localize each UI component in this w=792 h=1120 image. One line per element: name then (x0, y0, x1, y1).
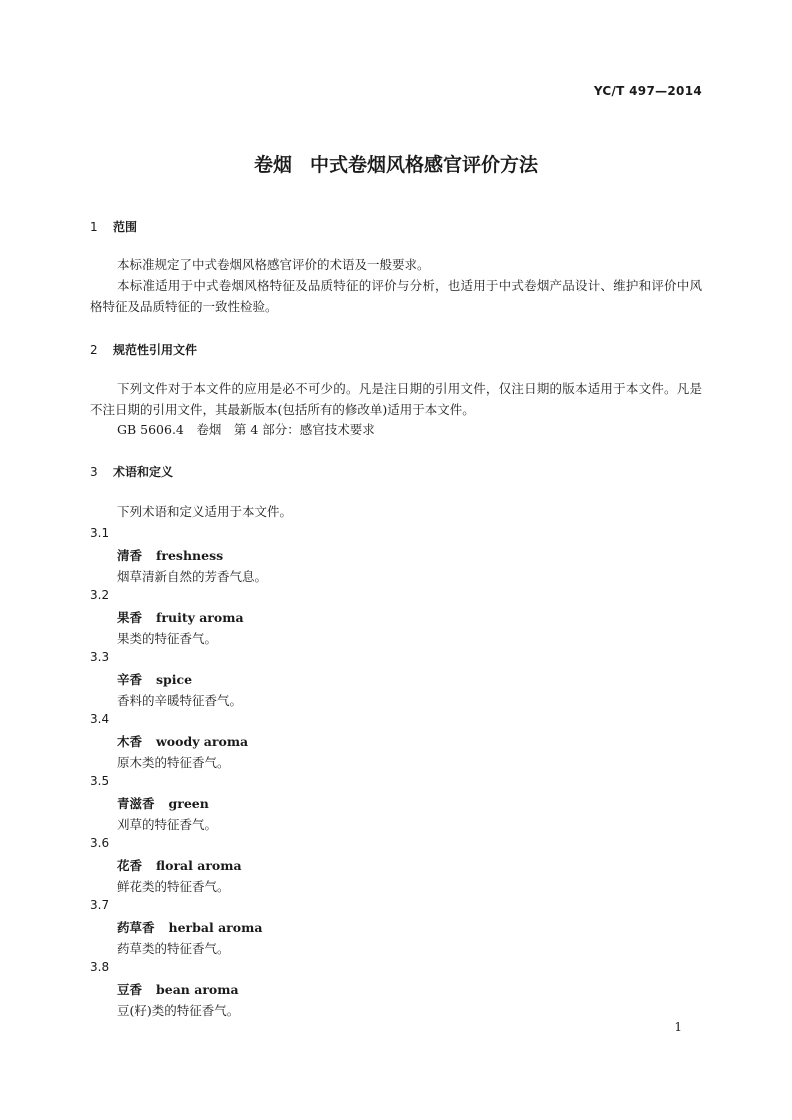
term-number: 3.8 (90, 960, 110, 974)
term-number: 3.6 (90, 836, 110, 850)
term-definition: 鲜花类的特征香气。 (117, 879, 230, 894)
section-3-heading (90, 463, 173, 480)
standard-code: YC/T 497—2014 (593, 84, 702, 98)
term-number: 3.2 (90, 588, 110, 602)
section-1-paragraph-2: 本标准适用于中式卷烟风格特征及品质特征的评价与分析，也适用于中式卷烟产品设计、维护和评价中风格特征及品质特征的一致性检验。 (90, 278, 702, 314)
term-definition: 豆(籽)类的特征香气。 (117, 1003, 240, 1018)
term-zh: 辛香 (117, 672, 143, 687)
term-en: woody aroma (156, 734, 249, 749)
term-name (117, 608, 244, 626)
term-zh: 豆香 (117, 982, 143, 997)
section-1-heading (90, 218, 137, 235)
term-name (117, 980, 239, 998)
page-number: 1 (674, 1020, 682, 1034)
term-number: 3.5 (90, 774, 110, 788)
title-part-1: 卷烟 (253, 154, 292, 176)
term-number: 3.1 (90, 526, 110, 540)
section-title: 规范性引用文件 (113, 343, 198, 357)
term-en: spice (156, 672, 193, 687)
title-part-2: 中式卷烟风格感官评价方法 (310, 154, 539, 176)
normative-reference: GB 5606.4 卷烟 第 4 部分：感官技术要求 (117, 422, 375, 437)
section-number: 1 (90, 220, 98, 234)
term-number: 3.4 (90, 712, 110, 726)
section-title: 术语和定义 (113, 465, 174, 479)
term-zh: 木香 (117, 734, 143, 749)
section-1-paragraph-1: 本标准规定了中式卷烟风格感官评价的术语及一般要求。 (117, 257, 430, 272)
term-en: herbal aroma (168, 920, 263, 935)
term-definition: 果类的特征香气。 (117, 631, 218, 646)
term-zh: 青滋香 (117, 796, 155, 811)
term-definition: 烟草清新自然的芳香气息。 (117, 569, 268, 584)
term-en: green (168, 796, 209, 811)
term-number: 3.3 (90, 650, 110, 664)
term-name (117, 732, 248, 750)
section-title: 范围 (113, 220, 138, 234)
section-number: 2 (90, 343, 98, 357)
term-number: 3.7 (90, 898, 110, 912)
term-definition: 刈草的特征香气。 (117, 817, 218, 832)
section-number: 3 (90, 465, 98, 479)
term-zh: 花香 (117, 858, 143, 873)
term-name (117, 546, 223, 564)
term-en: floral aroma (156, 858, 242, 873)
term-name (117, 856, 242, 874)
term-name (117, 918, 262, 936)
term-en: freshness (156, 548, 224, 563)
term-name (117, 670, 192, 688)
term-en: bean aroma (156, 982, 239, 997)
term-definition: 原木类的特征香气。 (117, 755, 230, 770)
term-zh: 药草香 (117, 920, 155, 935)
term-zh: 清香 (117, 548, 143, 563)
term-name (117, 794, 209, 812)
term-definition: 药草类的特征香气。 (117, 941, 230, 956)
section-3-intro: 下列术语和定义适用于本文件。 (117, 504, 293, 519)
term-en: fruity aroma (156, 610, 244, 625)
section-2-paragraph-1: 下列文件对于本文件的应用是必不可少的。凡是注日期的引用文件，仅注日期的版本适用于本文件。凡是不注日期的引用文件，其最新版本(包括所有的修改单)适用于本文件。 (90, 381, 702, 417)
section-2-heading (90, 341, 197, 358)
term-zh: 果香 (117, 610, 143, 625)
term-definition: 香料的辛暖特征香气。 (117, 693, 243, 708)
page-title (0, 150, 792, 177)
